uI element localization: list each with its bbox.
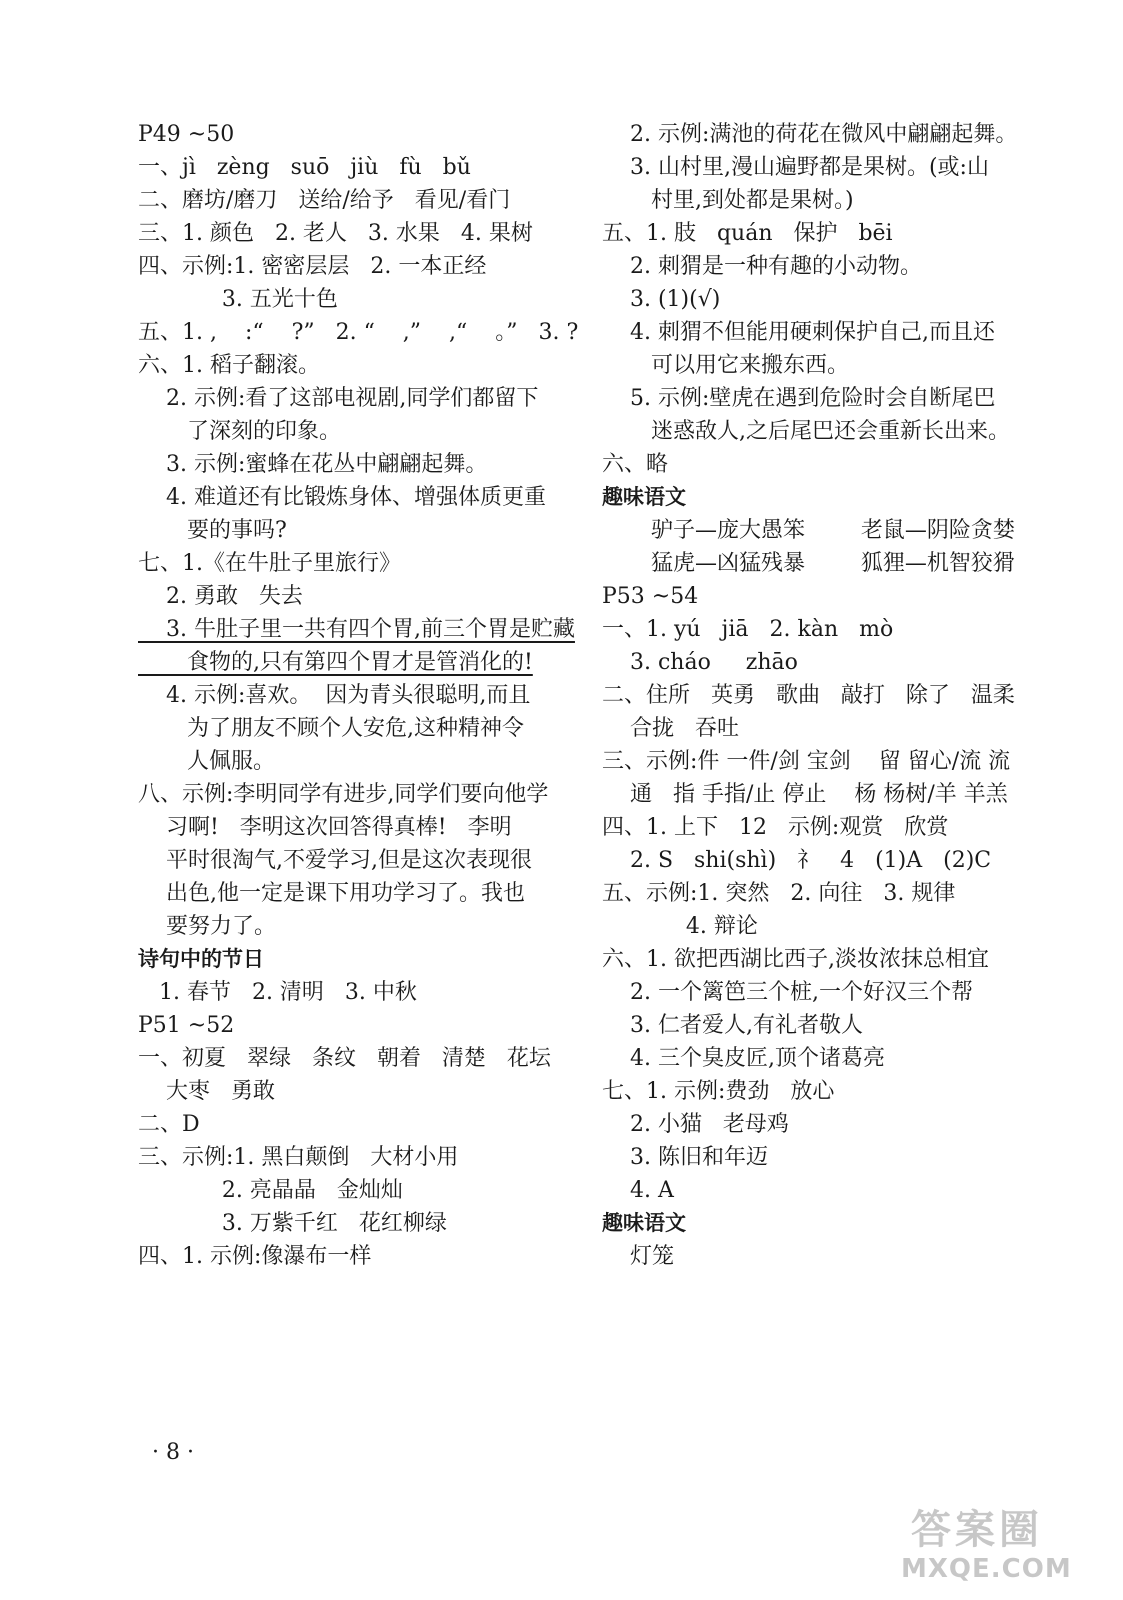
answer-text: 4. 辩论 — [602, 914, 758, 939]
answer-line — [138, 811, 578, 844]
answer-text: 六、略 — [602, 452, 669, 477]
answer-text: 要的事吗? — [138, 518, 287, 543]
answer-text: 3. cháo zhāo — [602, 650, 798, 675]
answer-text: 趣味语文 — [602, 485, 686, 509]
answer-line — [602, 1009, 1042, 1042]
answer-text: 平时很淘气,不爱学习,但是这次表现很 — [138, 848, 532, 873]
answer-line — [138, 349, 578, 382]
answer-line — [138, 1240, 578, 1273]
watermark-logo — [901, 1498, 1101, 1588]
answer-text: 一、1. yú jiā 2. kàn mò — [602, 617, 894, 642]
answer-line — [138, 613, 578, 646]
answer-text: 七、1. 示例:费劲 放心 — [602, 1079, 835, 1104]
answer-text: 通 指 手指/止 停止 杨 杨树/羊 羊羔 — [602, 782, 1008, 807]
answer-text: 为了朋友不顾个人安危,这种精神令 — [138, 716, 524, 741]
answer-text: 大枣 勇敢 — [138, 1079, 275, 1104]
answer-line — [602, 1174, 1042, 1207]
answer-text: 2. 勇敢 失去 — [138, 584, 303, 609]
answer-line — [138, 646, 578, 679]
answer-line — [602, 514, 1042, 547]
answer-line — [138, 745, 578, 778]
answer-line — [138, 118, 578, 151]
answer-text: 驴子—庞大愚笨 老鼠—阴险贪婪 — [602, 518, 1015, 543]
answer-text: 4. 三个臭皮匠,顶个诸葛亮 — [602, 1046, 885, 1071]
answer-line — [138, 679, 578, 712]
answer-line — [602, 1141, 1042, 1174]
right-column — [602, 118, 1042, 1273]
answer-line — [602, 151, 1042, 184]
answer-line — [138, 382, 578, 415]
answer-text: 一、初夏 翠绿 条纹 朝着 清楚 花坛 — [138, 1046, 551, 1071]
answer-line — [602, 349, 1042, 382]
answer-text: 要努力了。 — [138, 914, 276, 939]
answer-text: 5. 示例:壁虎在遇到危险时会自断尾巴 — [602, 386, 996, 411]
answer-line — [138, 1042, 578, 1075]
answer-text: 六、1. 稻子翻滚。 — [138, 353, 320, 378]
answer-line — [138, 514, 578, 547]
answer-text: 七、1.《在牛肚子里旅行》 — [138, 551, 401, 576]
answer-text: 六、1. 欲把西湖比西子,淡妆浓抹总相宜 — [602, 947, 989, 972]
answer-text: 2. 小猫 老母鸡 — [602, 1112, 789, 1137]
answer-text: 二、磨坊/磨刀 送给/给予 看见/看门 — [138, 188, 511, 213]
answer-text: 3. 示例:蜜蜂在花丛中翩翩起舞。 — [138, 452, 488, 477]
answer-text: 四、1. 示例:像瀑布一样 — [138, 1244, 372, 1269]
answer-line — [602, 547, 1042, 580]
answer-text: 2. 一个篱笆三个桩,一个好汉三个帮 — [602, 980, 973, 1005]
answer-text: 五、示例:1. 突然 2. 向往 3. 规律 — [602, 881, 956, 906]
answer-text: 4. 刺猬不但能用硬刺保护自己,而且还 — [602, 320, 995, 345]
answer-text: 迷惑敌人,之后尾巴还会重新长出来。 — [602, 419, 1010, 444]
answer-text: 2. 刺猬是一种有趣的小动物。 — [602, 254, 922, 279]
answer-text: 3. 山村里,漫山遍野都是果树。(或:山 — [602, 155, 989, 180]
answer-text: 村里,到处都是果树。) — [602, 188, 854, 213]
answer-text: 五、1. , :“ ?” 2. “ ,” ,“ 。” 3. ? — [138, 320, 579, 345]
answer-text: 2. 示例:看了这部电视剧,同学们都留下 — [138, 386, 539, 411]
answer-line — [138, 910, 578, 943]
answer-line — [138, 1108, 578, 1141]
answer-line — [602, 316, 1042, 349]
left-column — [138, 118, 578, 1273]
answer-line — [138, 1075, 578, 1108]
answer-line — [602, 1240, 1042, 1273]
answer-line — [138, 580, 578, 613]
answer-text: 3. 万紫千红 花红柳绿 — [138, 1211, 447, 1236]
answer-line — [602, 943, 1042, 976]
answer-text: 1. 春节 2. 清明 3. 中秋 — [138, 980, 417, 1005]
answer-line — [602, 118, 1042, 151]
answer-text: 3. 牛肚子里一共有四个胃,前三个胃是贮藏 — [138, 617, 575, 642]
section-heading — [602, 481, 1042, 514]
answer-line — [602, 613, 1042, 646]
answer-line — [138, 184, 578, 217]
answer-line — [138, 844, 578, 877]
answer-line — [138, 250, 578, 283]
answer-line — [602, 250, 1042, 283]
answer-text: 3. 仁者爱人,有礼者敬人 — [602, 1013, 863, 1038]
answer-line — [602, 1075, 1042, 1108]
answer-text: 食物的,只有第四个胃才是管消化的! — [138, 650, 533, 675]
answer-text: 2. 示例:满池的荷花在微风中翩翩起舞。 — [602, 122, 1018, 147]
answer-line — [602, 217, 1042, 250]
answer-line — [602, 910, 1042, 943]
answer-line — [602, 976, 1042, 1009]
answer-line — [602, 745, 1042, 778]
answer-line — [602, 1108, 1042, 1141]
answer-text: 3. 陈旧和年迈 — [602, 1145, 768, 1170]
answer-line — [602, 580, 1042, 613]
answer-text: 三、示例:1. 黑白颠倒 大材小用 — [138, 1145, 459, 1170]
section-heading — [138, 943, 578, 976]
answer-line — [138, 151, 578, 184]
answer-text: 猛虎—凶猛残暴 狐狸—机智狡猾 — [602, 551, 1015, 576]
answer-text: P49 ~50 — [138, 122, 235, 147]
answer-text: 人佩服。 — [138, 749, 275, 774]
answer-line — [602, 283, 1042, 316]
answer-line — [602, 184, 1042, 217]
answer-line — [602, 811, 1042, 844]
answer-text: 一、jì zèng suō jiù fù bǔ — [138, 155, 471, 180]
watermark-site: MXQE.COM — [901, 1554, 1072, 1584]
answer-text: 习啊! 李明这次回答得真棒! 李明 — [138, 815, 512, 840]
answer-line — [138, 547, 578, 580]
answer-text: 2. 亮晶晶 金灿灿 — [138, 1178, 403, 1203]
answer-text: 4. 难道还有比锻炼身体、增强体质更重 — [138, 485, 546, 510]
answer-text: 二、D — [138, 1112, 200, 1137]
answer-line — [138, 415, 578, 448]
answer-line — [602, 646, 1042, 679]
answer-line — [138, 481, 578, 514]
answer-text: 3. 五光十色 — [138, 287, 338, 312]
answer-text: 八、示例:李明同学有进步,同学们要向他学 — [138, 782, 549, 807]
answer-text: 三、示例:件 一件/剑 宝剑 留 留心/流 流 — [602, 749, 1011, 774]
answer-text: 出色,他一定是课下用功学习了。我也 — [138, 881, 525, 906]
answer-line — [138, 1174, 578, 1207]
answer-text: 趣味语文 — [602, 1211, 686, 1235]
answer-line — [602, 1042, 1042, 1075]
answer-text: 4. 示例:喜欢。 因为青头很聪明,而且 — [138, 683, 531, 708]
answer-line — [602, 448, 1042, 481]
answer-text: 2. S shi(shì) 礻 4 (1)A (2)C — [602, 848, 992, 873]
answer-text: 三、1. 颜色 2. 老人 3. 水果 4. 果树 — [138, 221, 533, 246]
answer-line — [602, 877, 1042, 910]
answer-line — [602, 415, 1042, 448]
answer-text: 二、住所 英勇 歌曲 敲打 除了 温柔 — [602, 683, 1015, 708]
answer-line — [602, 382, 1042, 415]
answer-text: 四、示例:1. 密密层层 2. 一本正经 — [138, 254, 487, 279]
page-number: · 8 · — [152, 1440, 194, 1465]
answer-line — [602, 679, 1042, 712]
answer-line — [138, 1207, 578, 1240]
answer-line — [138, 778, 578, 811]
answer-text: 五、1. 肢 quán 保护 bēi — [602, 221, 893, 246]
answer-text: 4. A — [602, 1178, 674, 1203]
answer-line — [138, 283, 578, 316]
answer-text: P51 ~52 — [138, 1013, 235, 1038]
answer-line — [138, 217, 578, 250]
answer-text: 可以用它来搬东西。 — [602, 353, 849, 378]
answer-line — [602, 712, 1042, 745]
answer-text: P53 ~54 — [602, 584, 699, 609]
answer-line — [138, 712, 578, 745]
answer-text: 灯笼 — [602, 1244, 674, 1269]
answer-text: 了深刻的印象。 — [138, 419, 341, 444]
answer-line — [138, 448, 578, 481]
answer-line — [138, 1141, 578, 1174]
answer-line — [138, 1009, 578, 1042]
answer-line — [138, 877, 578, 910]
watermark-title: 答案圈 — [911, 1507, 1043, 1553]
answer-text: 诗句中的节日 — [138, 947, 264, 971]
answer-line — [602, 844, 1042, 877]
answer-text: 3. (1)(√) — [602, 287, 721, 312]
answer-line — [138, 976, 578, 1009]
answer-text: 合拢 吞吐 — [602, 716, 739, 741]
answer-text: 四、1. 上下 12 示例:观赏 欣赏 — [602, 815, 949, 840]
section-heading — [602, 1207, 1042, 1240]
answer-line — [138, 316, 578, 349]
answer-line — [602, 778, 1042, 811]
